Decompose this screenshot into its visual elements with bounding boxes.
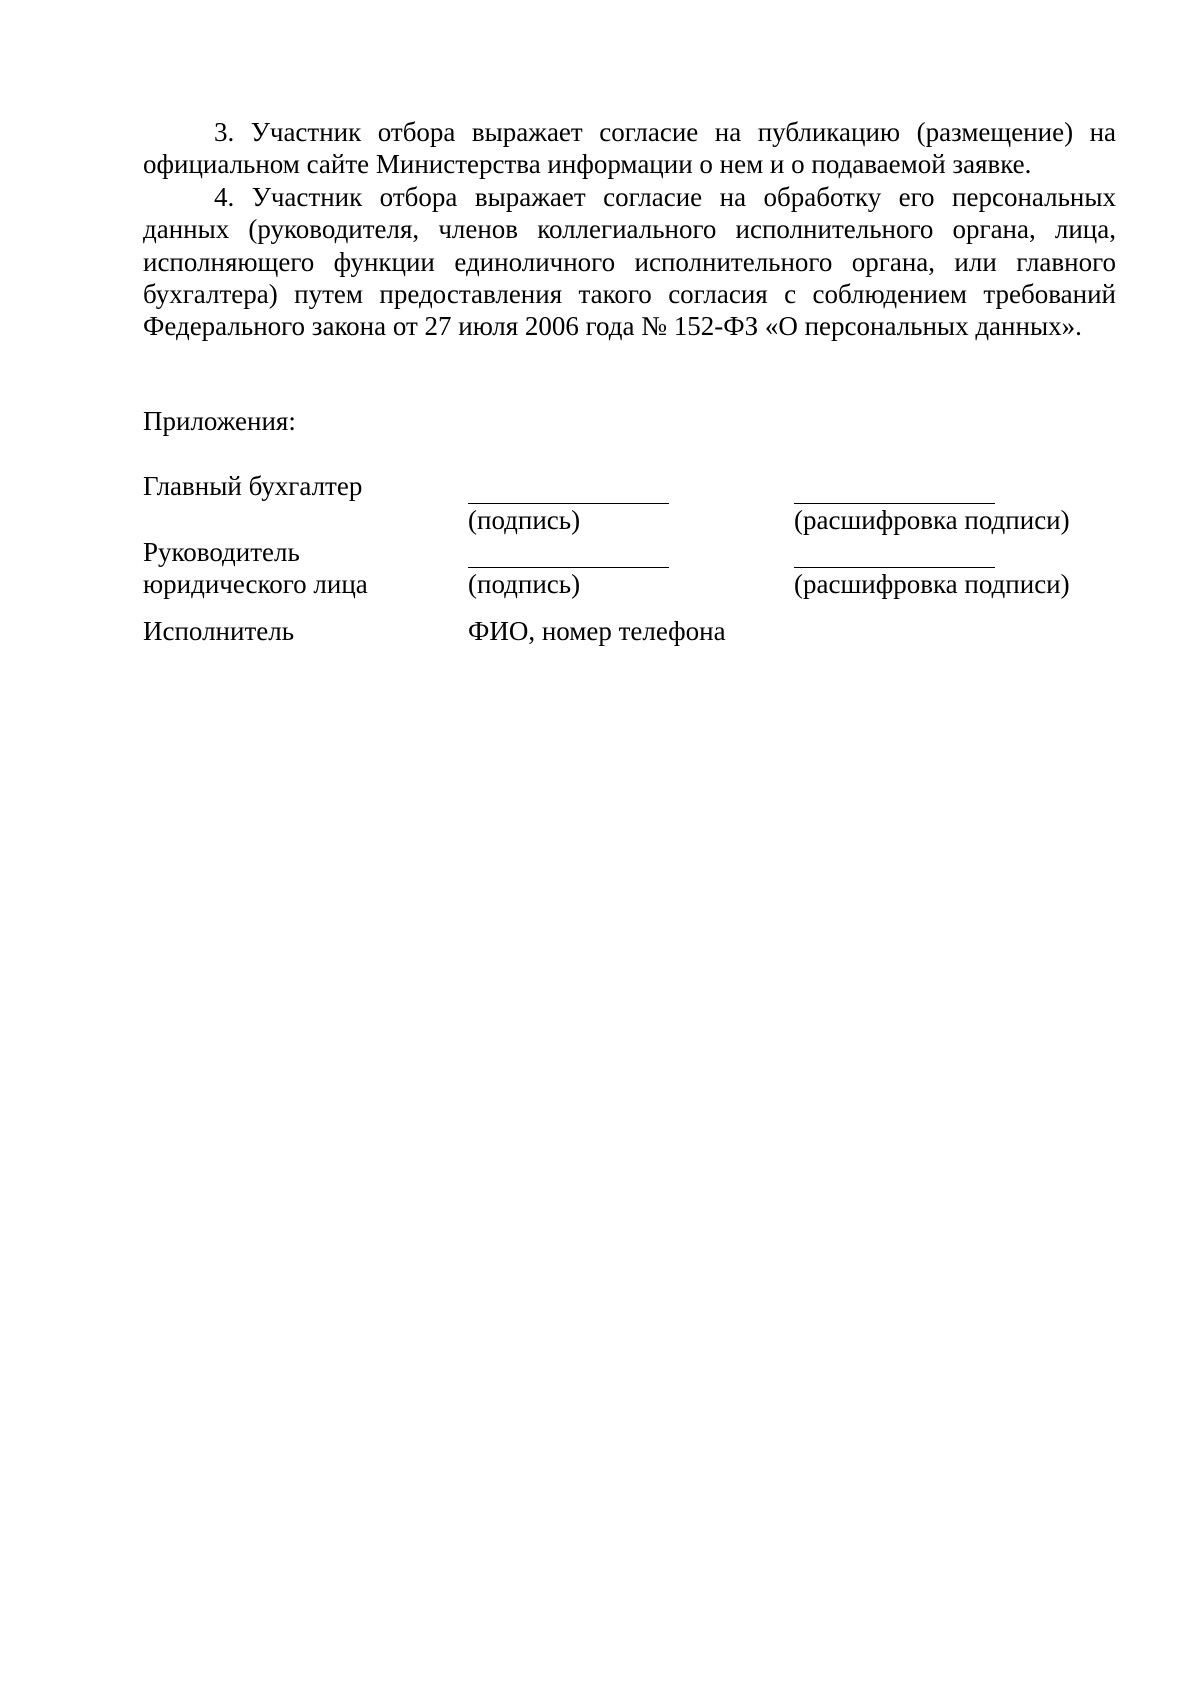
head-signature-caption: (подпись)	[468, 569, 581, 599]
paragraph-4: 4. Участник отбора выражает согласие на обработку его персональных данных (руководителя, членов коллегиального исполнительного органа, лица, исполняющего функции единоличного исполнительного органа, или главного бухгалтера) путем предоставления такого согласия с соблюдением требований Федерального закона от 27 июля 2006 года № 152-ФЗ «О персональных данных».	[143, 181, 1116, 342]
executor-value: ФИО, номер телефона	[468, 616, 726, 646]
head-decoding-caption: (расшифровка подписи)	[794, 569, 1070, 599]
chief-accountant-decoding-caption: (расшифровка подписи)	[794, 505, 1070, 535]
head-role-line2: юридического лица	[143, 569, 368, 599]
head-role-line1: Руководитель	[143, 537, 300, 567]
chief-accountant-signature-caption: (подпись)	[468, 505, 581, 535]
document-body	[143, 116, 1116, 343]
paragraph-3: 3. Участник отбора выражает согласие на публикацию (размещение) на официальном сайте Министерства информации о нем и о подаваемой заявке.	[143, 117, 1116, 180]
executor-role: Исполнитель	[143, 616, 295, 646]
chief-accountant-role: Главный бухгалтер	[143, 471, 363, 501]
attachments-label: Приложения:	[143, 406, 296, 436]
signature-block	[143, 470, 1123, 650]
